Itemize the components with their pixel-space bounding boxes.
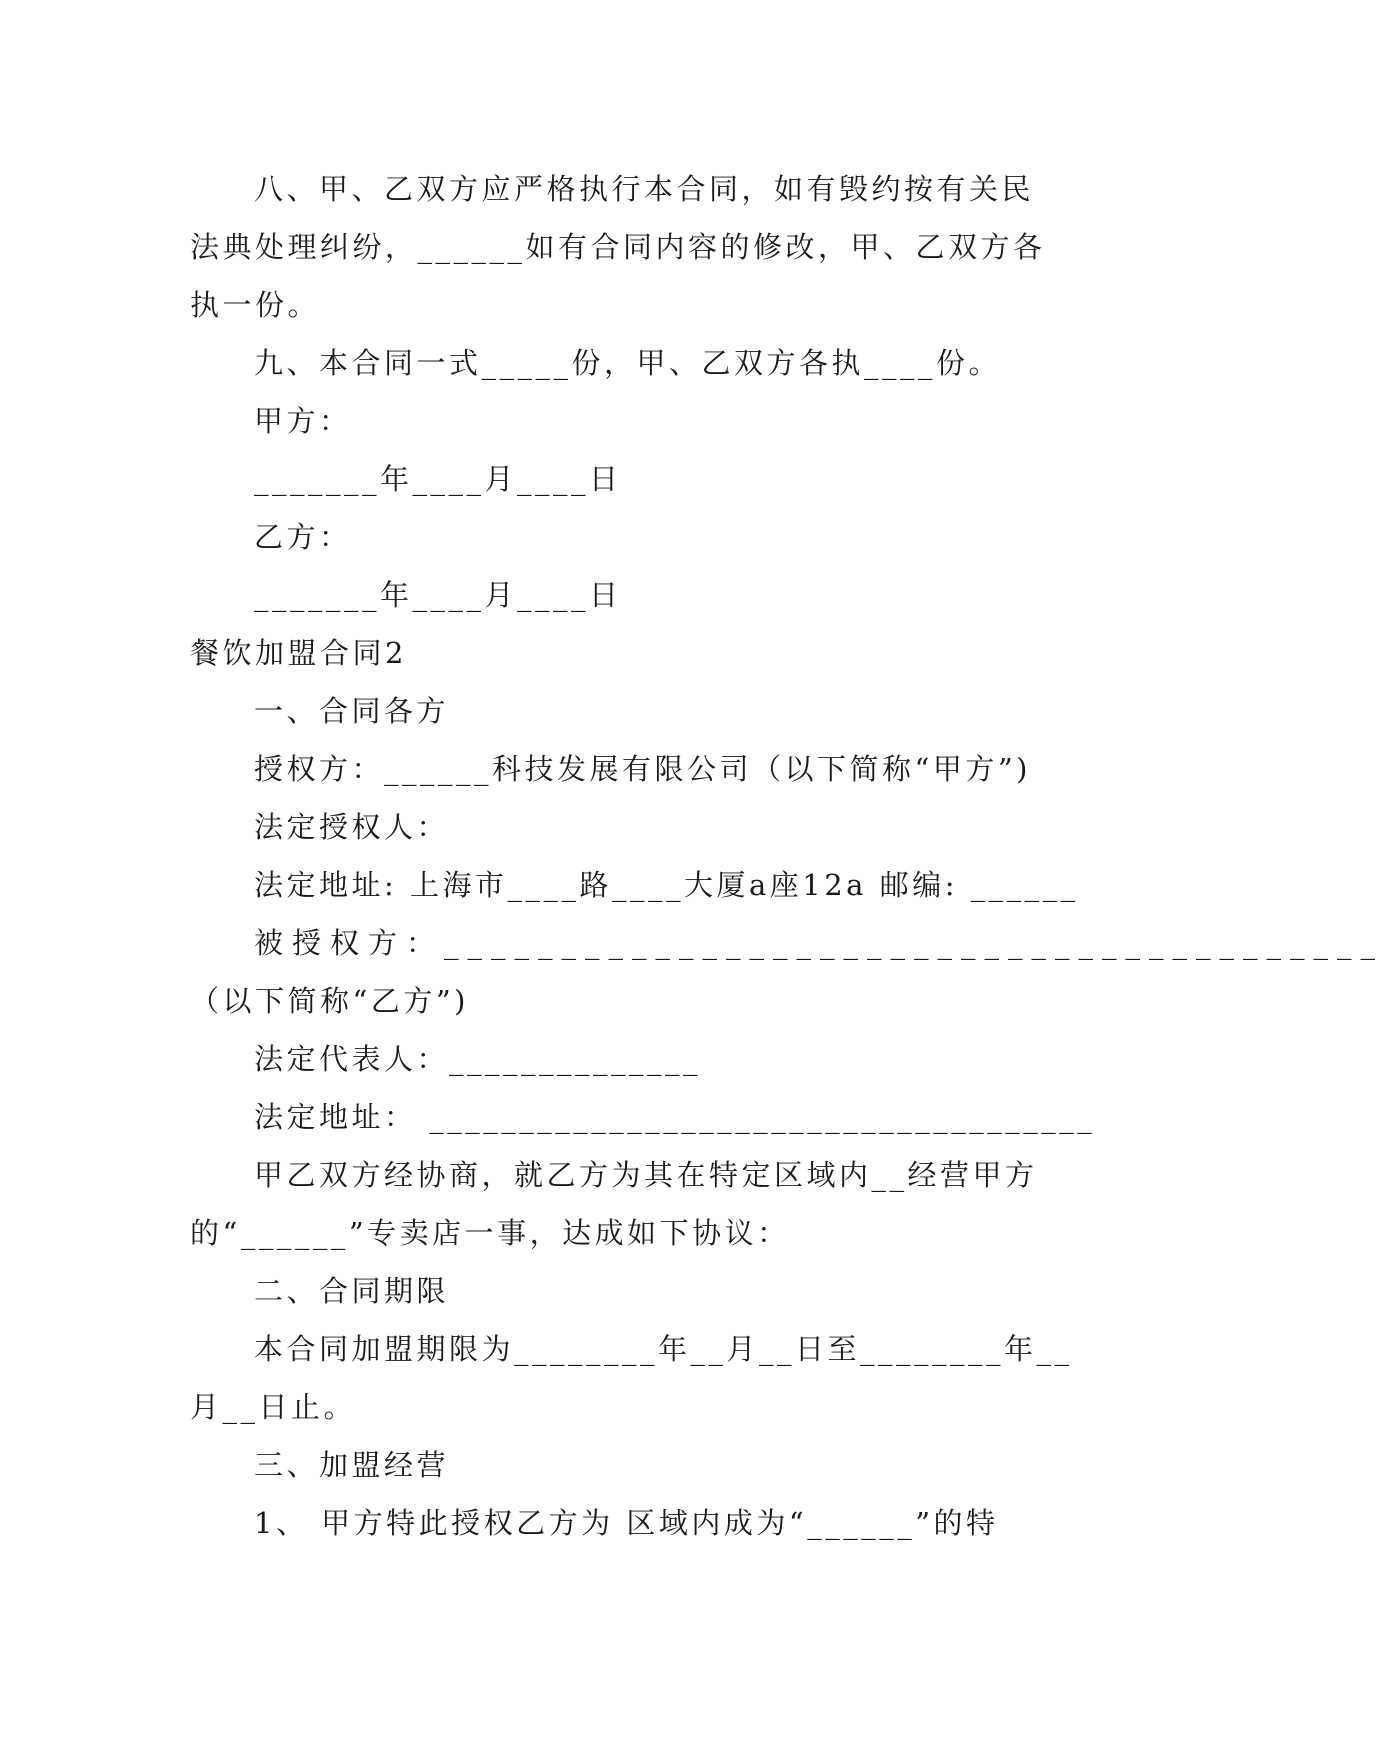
agreement-intro-line-2: 的“______”专卖店一事，达成如下协议：	[190, 1216, 790, 1250]
licensee-address: 法定地址： _____________________________________	[254, 1100, 1096, 1134]
section-3-item-1: 1、 甲方特此授权乙方为 区域内成为“______”的特	[254, 1506, 999, 1540]
contract-2-title: 餐饮加盟合同2	[190, 636, 407, 670]
section-1-heading: 一、合同各方	[254, 694, 450, 728]
clause-9: 九、本合同一式_____份，甲、乙双方各执____份。	[254, 346, 1002, 380]
licensee-line: 被授权方：________________________________________	[254, 926, 1384, 960]
clause-8-line-2: 法典处理纠纷，______如有合同内容的修改，甲、乙双方各	[190, 230, 1046, 264]
term-line-2: 月__日止。	[190, 1390, 357, 1424]
clause-8-line-3: 执一份。	[190, 288, 321, 322]
section-3-heading: 三、加盟经营	[254, 1448, 450, 1482]
agreement-intro-line-1: 甲乙双方经协商，就乙方为其在特定区域内__经营甲方	[254, 1158, 1038, 1192]
legal-representative: 法定代表人：______________	[254, 1042, 702, 1076]
section-2-heading: 二、合同期限	[254, 1274, 450, 1308]
document-body	[190, 160, 1384, 1552]
party-a-date: _______年____月____日	[254, 462, 622, 496]
licensee-abbrev: （以下简称“乙方”)	[190, 984, 469, 1018]
party-a-label: 甲方：	[254, 404, 352, 438]
legal-authorized-person: 法定授权人：	[254, 810, 450, 844]
clause-8-line-1: 八、甲、乙双方应严格执行本合同，如有毁约按有关民	[254, 172, 1035, 206]
party-b-label: 乙方：	[254, 520, 352, 554]
party-b-date: _______年____月____日	[254, 578, 622, 612]
legal-address-line: 法定地址: 上海市____路____大厦a座12a 邮编: ______	[254, 868, 1079, 902]
term-line-1: 本合同加盟期限为________年__月__日至________年__	[254, 1332, 1073, 1366]
licensor-line: 授权方：______科技发展有限公司（以下简称“甲方”)	[254, 752, 1031, 786]
